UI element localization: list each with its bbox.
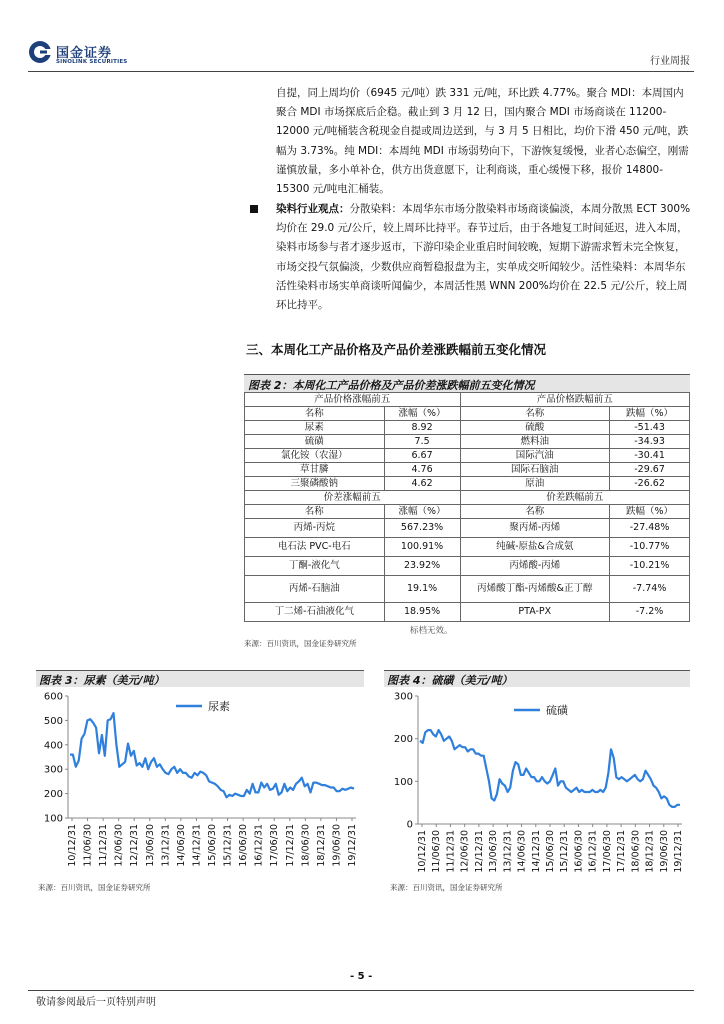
table-row <box>245 519 690 538</box>
table-cell: -29.67 <box>610 463 690 477</box>
table-cell: 硫磺 <box>245 435 385 449</box>
x-tick-label: 10/12/31 <box>67 824 78 867</box>
table-header-spread-down: 价差跌幅前五 <box>460 491 689 505</box>
x-tick-label: 14/12/31 <box>530 830 542 873</box>
x-tick-label: 17/06/30 <box>601 830 613 873</box>
table-cell: 硫酸 <box>460 421 610 435</box>
x-tick-label: 18/06/30 <box>630 830 642 873</box>
table-cell: 丙烯-石脑油 <box>245 576 385 603</box>
table-cell: 国际石脑油 <box>460 463 610 477</box>
table-cell: 氯化铵（农湿） <box>245 449 385 463</box>
table-cell: 草甘膦 <box>245 463 385 477</box>
x-tick-label: 15/06/30 <box>545 830 556 873</box>
table-cell: -30.41 <box>610 449 690 463</box>
header-divider <box>28 71 694 72</box>
y-tick-label: 600 <box>43 691 63 703</box>
dyes-heading: 染料行业观点： <box>276 203 350 215</box>
y-tick-label: 100 <box>43 813 63 825</box>
table-cell: 燃料油 <box>460 435 610 449</box>
col-header-down: 跌幅（%） <box>610 407 690 421</box>
x-tick-label: 19/06/30 <box>658 830 670 873</box>
x-tick-label: 17/06/30 <box>269 824 281 867</box>
figure-4-title: 图表 4：硫磺（美元/吨） <box>387 674 513 687</box>
table-row <box>245 538 690 557</box>
table-cell: -7.2% <box>610 603 690 622</box>
col-header-up: 涨幅（%） <box>384 505 460 519</box>
table-cell: 567.23% <box>384 519 460 538</box>
x-tick-label: 12/12/31 <box>129 824 141 867</box>
price-change-table <box>244 392 690 622</box>
sulfur-price-chart <box>384 688 690 880</box>
table-cell: 7.5 <box>384 435 460 449</box>
table-cell: 4.76 <box>384 463 460 477</box>
page-number: - 5 - <box>350 971 373 982</box>
bullet-square-icon <box>250 205 258 213</box>
legend-label: 硫磺 <box>546 704 568 717</box>
body-paragraph-dyes <box>276 200 692 315</box>
table-header-price-up: 产品价格涨幅前五 <box>245 393 461 407</box>
x-tick-label: 19/12/31 <box>347 824 358 867</box>
table-cell: -26.62 <box>610 477 690 491</box>
x-tick-label: 17/12/31 <box>284 824 296 867</box>
table-row <box>245 477 690 491</box>
table-row <box>245 421 690 435</box>
x-tick-label: 17/12/31 <box>616 830 628 873</box>
table-cell: 19.1% <box>384 576 460 603</box>
x-tick-label: 16/06/30 <box>238 824 250 867</box>
x-tick-label: 13/06/30 <box>488 830 500 873</box>
col-header-up: 涨幅（%） <box>384 407 460 421</box>
series-line-硫磺 <box>420 730 680 807</box>
table-cell: 聚丙烯-丙烯 <box>460 519 610 538</box>
table-cell: 尿素 <box>245 421 385 435</box>
table-row <box>245 435 690 449</box>
figure-2-title: 图表 2：本周化工产品价格及产品价差涨跌幅前五变化情况 <box>248 379 535 392</box>
logo-text-en: SINOLINK SECURITIES <box>56 59 128 65</box>
body-paragraph-mdi: 自提，同上周均价（6945 元/吨）跌 331 元/吨，环比跌 4.77%。聚合 MDI：本周国内聚合 MDI 市场探底后企稳。截止到 3 月 12 日，国内聚合 MDI 市场商谈在 11200-12000 元/吨桶装含税现金自提或周边送到，与 3 月 5 日相比，均价下滑 450 元/吨，跌幅为 3.73%。纯 MDI：本周纯 MDI 市场弱势向下，下游恢复缓慢，业者心态偏空，刚需谨慎放量，多小单补仓，供方出货意愿下，让利商谈，重心缓慢下移，报价 14800-15300 元/吨电汇桶装。 <box>276 87 689 196</box>
table-cell: PTA-PX <box>460 603 610 622</box>
table-header-spread-up: 价差涨幅前五 <box>245 491 461 505</box>
x-tick-label: 12/12/31 <box>473 830 485 873</box>
x-tick-label: 18/12/31 <box>315 824 327 867</box>
table-cell: 丁二烯-石油液化气 <box>245 603 385 622</box>
figure-2-title-bar <box>244 374 690 393</box>
x-tick-label: 18/06/30 <box>300 824 312 867</box>
table-cell: 三聚磷酸钠 <box>245 477 385 491</box>
x-tick-label: 11/06/30 <box>431 830 443 873</box>
table-cell: 国际汽油 <box>460 449 610 463</box>
table-cell: 丙烯-丙烷 <box>245 519 385 538</box>
table-cell: -34.93 <box>610 435 690 449</box>
col-header-name: 名称 <box>460 407 610 421</box>
table-cell: -10.77% <box>610 538 690 557</box>
table-cell: 18.95% <box>384 603 460 622</box>
table-cell: -51.43 <box>610 421 690 435</box>
table-cell: -27.48% <box>610 519 690 538</box>
x-tick-label: 11/06/30 <box>82 824 94 867</box>
x-tick-label: 12/06/30 <box>459 830 471 873</box>
table-row <box>245 449 690 463</box>
table-header-price-down: 产品价格跌幅前五 <box>460 393 689 407</box>
dyes-text: 分散染料：本周华东市场分散染料市场商谈偏淡，本周分散黑 ECT 300%均价在 29.0 元/公斤，较上周环比持平。春节过后，由于各地复工时间延迟，进入本周，染料市场参与者才逐步返市，下游印染企业重启时间较晚，短期下游需求暂未完全恢复，市场交投气氛偏淡，少数供应商暂稳报盘为主，实单成交听闻较少。活性染料：本周华东活性染料市场实单商谈听闻偏少，本周活性黑 WNN 200%均价在 22.5 元/公斤，较上周环比持平。 <box>276 203 691 312</box>
y-tick-label: 500 <box>43 715 63 727</box>
x-tick-label: 13/12/31 <box>502 830 514 873</box>
y-tick-label: 300 <box>393 691 413 703</box>
table-cell: -10.21% <box>610 557 690 576</box>
table-cell: 电石法 PVC-电石 <box>245 538 385 557</box>
section-title: 三、本周化工产品价格及产品价差涨跌幅前五变化情况 <box>246 342 547 357</box>
y-tick-label: 100 <box>393 776 413 788</box>
x-tick-label: 11/12/31 <box>98 824 110 867</box>
x-tick-label: 14/06/30 <box>516 830 528 873</box>
company-logo <box>28 40 138 72</box>
y-tick-label: 400 <box>43 740 63 752</box>
report-type: 行业周报 <box>650 56 690 67</box>
table-cell: 6.67 <box>384 449 460 463</box>
col-header-down: 跌幅（%） <box>610 505 690 519</box>
table-row <box>245 603 690 622</box>
logo-text-cn: 国金证券 <box>56 46 113 61</box>
table-cell: 原油 <box>460 477 610 491</box>
x-tick-label: 13/06/30 <box>144 824 156 867</box>
col-header-name: 名称 <box>245 407 385 421</box>
x-tick-label: 14/06/30 <box>175 824 187 867</box>
x-tick-label: 13/12/31 <box>160 824 172 867</box>
x-tick-label: 18/12/31 <box>644 830 656 873</box>
logo-mark-icon <box>28 40 52 64</box>
table-source: 来源：百川资讯，国金证券研究所 <box>244 639 357 648</box>
x-tick-label: 15/12/31 <box>559 830 571 873</box>
col-header-name: 名称 <box>460 505 610 519</box>
x-tick-label: 16/06/30 <box>573 830 585 873</box>
figure-3-title: 图表 3：尿素（美元/吨） <box>39 674 165 687</box>
x-tick-label: 19/12/31 <box>673 830 684 873</box>
y-tick-label: 200 <box>43 789 63 801</box>
series-line-尿素 <box>70 713 354 797</box>
y-tick-label: 200 <box>393 734 413 746</box>
x-tick-label: 15/12/31 <box>222 824 234 867</box>
figure-3-source: 来源：百川资讯，国金证券研究所 <box>38 883 151 892</box>
x-tick-label: 19/06/30 <box>331 824 343 867</box>
figure-4-source: 来源：百川资讯，国金证券研究所 <box>390 883 503 892</box>
table-cell: -7.74% <box>610 576 690 603</box>
figure-4-title-bar <box>384 670 690 687</box>
overlay-note: 标档无效。 <box>410 626 453 636</box>
table-cell: 丙烯酸丁酯-丙烯酸&正丁醇 <box>460 576 610 603</box>
table-cell: 100.91% <box>384 538 460 557</box>
y-tick-label: 0 <box>406 819 413 831</box>
y-tick-label: 300 <box>43 764 63 776</box>
x-tick-label: 16/12/31 <box>587 830 599 873</box>
table-row <box>245 463 690 477</box>
table-cell: 丙烯酸-丙烯 <box>460 557 610 576</box>
table-cell: 8.92 <box>384 421 460 435</box>
x-tick-label: 14/12/31 <box>191 824 203 867</box>
table-row <box>245 557 690 576</box>
footer-divider <box>28 990 694 991</box>
disclaimer-note: 敬请参阅最后一页特别声明 <box>36 997 156 1008</box>
x-tick-label: 16/12/31 <box>253 824 265 867</box>
x-tick-label: 15/06/30 <box>207 824 218 867</box>
col-header-name: 名称 <box>245 505 385 519</box>
figure-3-title-bar <box>36 670 364 687</box>
table-row <box>245 576 690 603</box>
table-cell: 4.62 <box>384 477 460 491</box>
x-tick-label: 10/12/31 <box>417 830 428 873</box>
table-cell: 丁酮-液化气 <box>245 557 385 576</box>
x-tick-label: 12/06/30 <box>113 824 125 867</box>
legend-label: 尿素 <box>208 700 230 713</box>
table-cell: 23.92% <box>384 557 460 576</box>
x-tick-label: 11/12/31 <box>445 830 457 873</box>
urea-price-chart <box>36 688 364 880</box>
table-cell: 纯碱-原盐&合成氨 <box>460 538 610 557</box>
